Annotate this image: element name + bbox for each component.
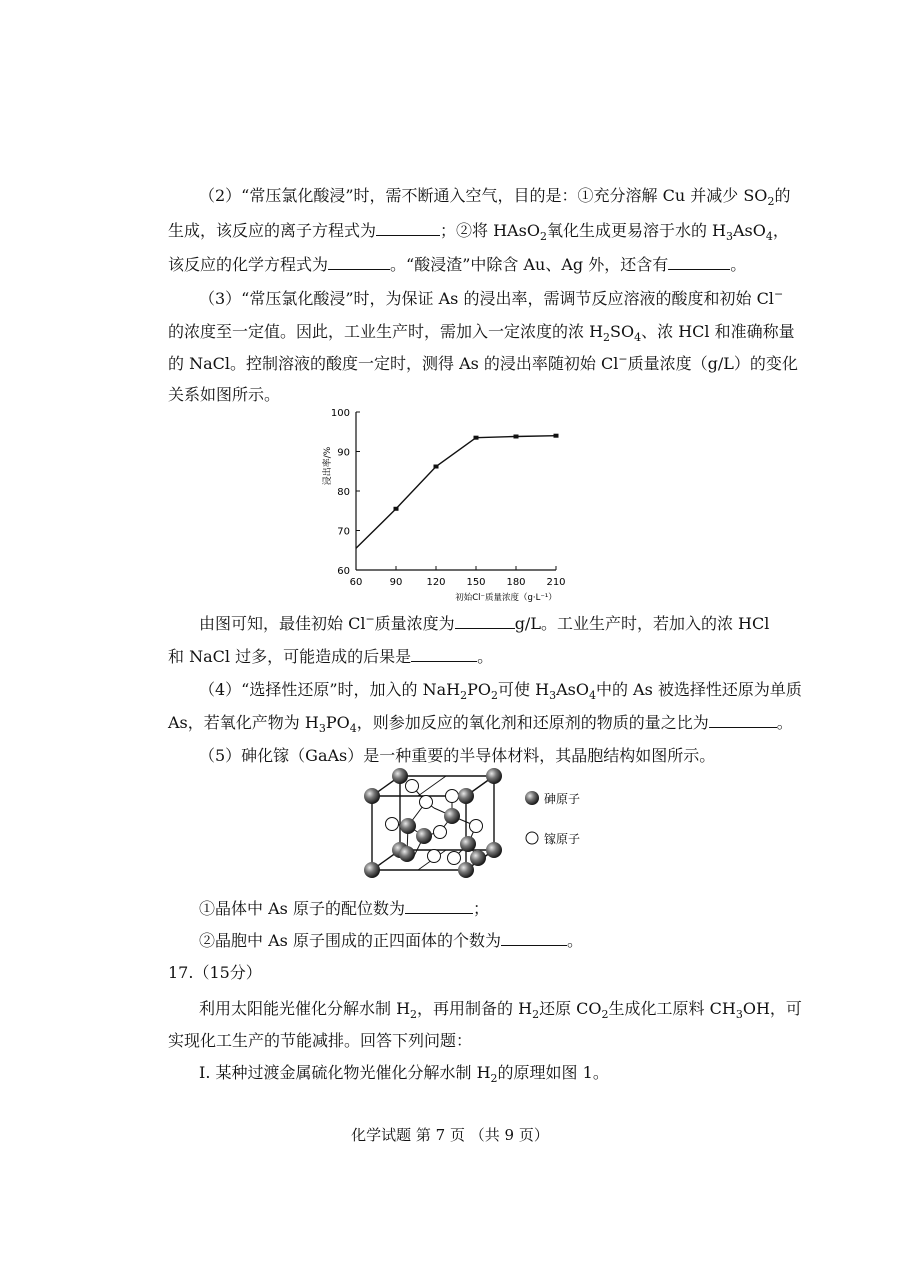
ga-atom — [446, 790, 459, 803]
x-tick-label: 60 — [349, 577, 363, 588]
legend-as-label: 砷原子 — [544, 792, 581, 806]
q3-after2: 和 NaCl 过多，可能造成的后果是 。 — [168, 647, 494, 666]
q3-line1: （3）“常压氯化酸浸”时，为保证 As 的浸出率，需调节反应溶液的酸度和初始 Cl− — [199, 287, 784, 308]
q5-sub1: ①晶体中 As 原子的配位数为 ； — [199, 899, 489, 918]
as-atom — [470, 850, 486, 866]
ga-atom — [386, 818, 399, 831]
q3-line2: 的浓度至一定值。因此，工业生产时，需加入一定浓度的浓 $H_2SO_4$、浓 HCl 和准确称量 — [168, 322, 795, 345]
as-atom — [364, 862, 380, 878]
legend-as-icon — [525, 791, 539, 805]
y-tick-label: 90 — [337, 447, 350, 459]
x-tick-label: 180 — [506, 577, 526, 588]
as-atom — [460, 836, 476, 852]
ga-atom — [420, 796, 433, 809]
answer-blank[interactable] — [411, 647, 477, 662]
y-tick-label: 60 — [337, 566, 350, 577]
ga-atom — [470, 820, 483, 833]
data-point — [394, 507, 399, 511]
y-tick-label: 70 — [337, 526, 350, 538]
ga-atom — [434, 826, 447, 839]
as-atom — [458, 788, 474, 804]
q17-part1: Ⅰ. 某种过渡金属硫化物光催化分解水制 $H_2$的原理如图 1。 — [199, 1063, 609, 1086]
x-tick-label: 120 — [426, 577, 446, 588]
answer-blank[interactable] — [709, 713, 777, 728]
q17-line2: 实现化工生产的节能减排。回答下列问题： — [168, 1031, 473, 1050]
answer-blank[interactable] — [501, 931, 567, 946]
data-point — [554, 434, 559, 438]
as-atom — [400, 818, 416, 834]
q17-heading: 17.（15分） — [168, 963, 262, 982]
gaas-unit-cell-diagram — [352, 768, 602, 888]
data-point — [434, 465, 439, 469]
q2-line3: 该反应的化学方程式为 。“酸浸渣”中除含 Au、Ag 外，还含有 。 — [168, 255, 747, 274]
as-atom — [444, 808, 460, 824]
data-point — [474, 436, 479, 440]
leaching-rate-chart — [318, 402, 588, 602]
y-tick-label: 100 — [330, 408, 350, 419]
legend — [525, 791, 580, 846]
answer-blank[interactable] — [328, 255, 390, 270]
chart-axes — [331, 408, 566, 588]
as-atom — [399, 846, 415, 862]
as-atom — [416, 828, 432, 844]
answer-blank[interactable] — [668, 255, 730, 270]
q5-line1: （5）砷化镓（GaAs）是一种重要的半导体材料，其晶胞结构如图所示。 — [199, 746, 716, 765]
x-tick-label: 90 — [389, 577, 403, 588]
q17-line1: 利用太阳能光催化分解水制 $H_2$，再用制备的 $H_2$还原 $CO_2$生成化工原料 $CH_3OH$，可 — [199, 999, 802, 1022]
ga-atom — [448, 852, 461, 865]
q2-line2: 生成，该反应的离子方程式为 ；②将 HAsO$_2$氧化生成更易溶于水的 $H_3AsO_4$， — [168, 221, 789, 244]
q3-line3: 的 NaCl。控制溶液的酸度一定时，测得 As 的浸出率随初始 Cl−质量浓度（g/L）的变化 — [168, 352, 798, 373]
q4-line1: （4）“选择性还原”时，加入的 $NaH_2PO_2$可使 $H_3AsO_4$中的 As 被选择性还原为单质 — [199, 680, 802, 703]
chart-ylabel: 浸出率/% — [323, 446, 333, 486]
data-point — [514, 434, 519, 438]
legend-ga-icon — [526, 832, 538, 844]
answer-blank[interactable] — [405, 899, 473, 914]
q3-line4: 关系如图所示。 — [168, 385, 281, 404]
q3-after1: 由图可知，最佳初始 Cl−质量浓度为 g/L。工业生产时，若加入的浓 HCl — [199, 612, 770, 633]
page-footer: 化学试题 第 7 页 （共 9 页） — [351, 1126, 549, 1144]
as-atom — [458, 862, 474, 878]
as-atom — [392, 768, 408, 784]
chart-xlabel: 初始Cl⁻质量浓度（g·L⁻¹） — [455, 593, 557, 602]
ga-atom — [406, 780, 419, 793]
answer-blank[interactable] — [376, 221, 440, 236]
as-atom — [486, 768, 502, 784]
ga-atom — [428, 850, 441, 863]
x-tick-label: 210 — [546, 577, 566, 588]
x-tick-label: 150 — [466, 577, 486, 588]
as-atom — [364, 788, 380, 804]
q2-line1: （2）“常压氯化酸浸”时，需不断通入空气，目的是：①充分溶解 Cu 并减少 $SO_2$的 — [199, 186, 791, 209]
series-line — [356, 436, 556, 549]
q4-line2: As，若氧化产物为 $H_3PO_4$，则参加反应的氧化剂和还原剂的物质的量之比为 。 — [168, 713, 793, 736]
answer-blank[interactable] — [455, 614, 515, 629]
y-tick-label: 80 — [337, 487, 350, 498]
legend-ga-label: 镓原子 — [544, 832, 581, 846]
q5-sub2: ②晶胞中 As 原子围成的正四面体的个数为 。 — [199, 931, 583, 950]
as-atom — [486, 842, 502, 858]
